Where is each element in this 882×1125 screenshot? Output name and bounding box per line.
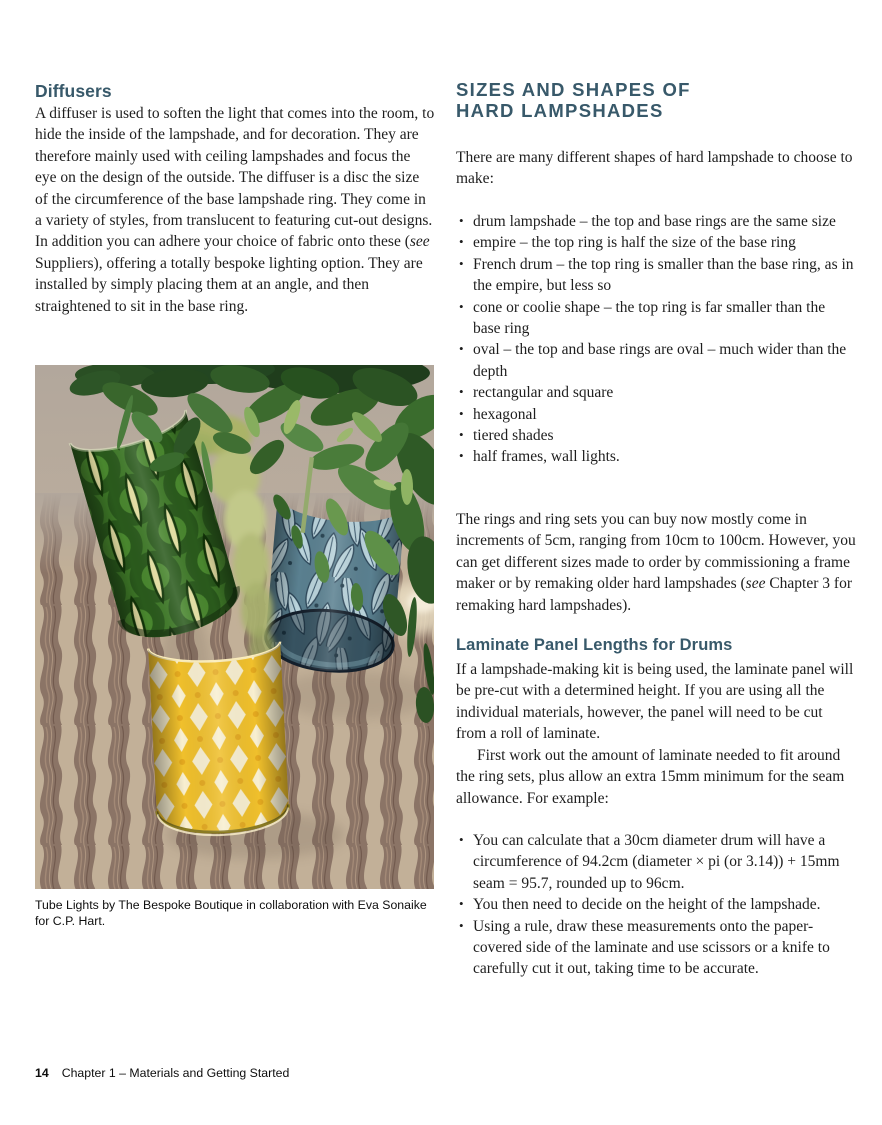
shapes-list (456, 211, 856, 468)
laminate-paragraph-1: If a lampshade-making kit is being used, the laminate panel will be pre-cut with a determined height. If you are using all the individual materials, however, the panel will need to be cut from a roll of laminate. (456, 661, 854, 743)
diffusers-text-1: A diffuser is used to soften the light that comes into the room, to hide the inside of the lampshade, and for decoration. They are therefore mainly used with ceiling lampshades and focus the eye on the design of the outside. The diffuser is a disc the size of the circumference of the base lampshade ring. They come in a variety of styles, from translucent to featuring cut-out designs. In addition you can adhere your choice of fabric onto these ( (35, 105, 435, 251)
yellow-lampshade (148, 642, 290, 839)
section-heading-diffusers: Diffusers (35, 81, 112, 101)
rings-text-italic: see (745, 575, 766, 593)
list-item: • empire – the top ring is half the size of the base ring (456, 232, 856, 253)
rings-text-1: The rings and ring sets you can buy now mostly come in increments of 5cm, ranging from 10cm to 100cm. However, you can get different sizes made to order by commissioning a frame maker or by remaking older hard lampshades ( (456, 511, 856, 593)
list-item: • oval – the top and base rings are oval – much wider than the depth (456, 339, 856, 382)
diffusers-text-2: Suppliers), offering a totally bespoke lighting option. They are installed by simply placing them at an angle, and then straightened to sit in the base ring. (35, 254, 423, 315)
subheading-laminate-panel: Laminate Panel Lengths for Drums (456, 636, 733, 654)
page-footer (35, 1066, 289, 1080)
list-item: • Using a rule, draw these measurements onto the paper-covered side of the laminate and use scissors or a knife to carefully cut it out, taking time to be accurate. (456, 916, 856, 980)
list-item: • drum lampshade – the top and base rings are the same size (456, 211, 856, 232)
rings-text-2: Chapter 3 for remaking hard lampshades). (456, 575, 852, 614)
diffusers-paragraph (35, 103, 435, 317)
list-item: • rectangular and square (456, 382, 856, 403)
rings-paragraph (456, 509, 856, 616)
section-heading-sizes-shapes (456, 79, 856, 121)
heading-line-2: HARD LAMPSHADES (456, 100, 664, 121)
diffusers-text-italic: see (409, 233, 430, 251)
list-item: • hexagonal (456, 404, 856, 425)
lampshades-photo (35, 365, 434, 889)
page-number: 14 (35, 1066, 49, 1080)
list-item: • You can calculate that a 30cm diameter drum will have a circumference of 94.2cm (diameter × pi (or 3.14)) + 15mm seam = 95.7, rounded up to 96cm. (456, 830, 856, 894)
photo-caption: Tube Lights by The Bespoke Boutique in collaboration with Eva Sonaike for C.P. Hart. (35, 898, 427, 928)
list-item: • cone or coolie shape – the top ring is far smaller than the base ring (456, 297, 856, 340)
heading-line-1: SIZES AND SHAPES OF (456, 79, 691, 100)
chapter-title: Chapter 1 – Materials and Getting Started (61, 1066, 290, 1080)
list-item: • tiered shades (456, 425, 856, 446)
shapes-intro-paragraph: There are many different shapes of hard lampshade to choose to make: (456, 149, 853, 188)
laminate-paragraph-2: First work out the amount of laminate needed to fit around the ring sets, plus allow an extra 15mm minimum for the seam allowance. For example: (456, 747, 845, 807)
laminate-steps-list (456, 830, 856, 980)
lampshades-photo-figure (35, 365, 434, 928)
list-item: • French drum – the top ring is smaller than the base ring, as in the empire, but less so (456, 254, 856, 297)
list-item: • half frames, wall lights. (456, 446, 856, 467)
list-item: • You then need to decide on the height of the lampshade. (456, 894, 856, 915)
